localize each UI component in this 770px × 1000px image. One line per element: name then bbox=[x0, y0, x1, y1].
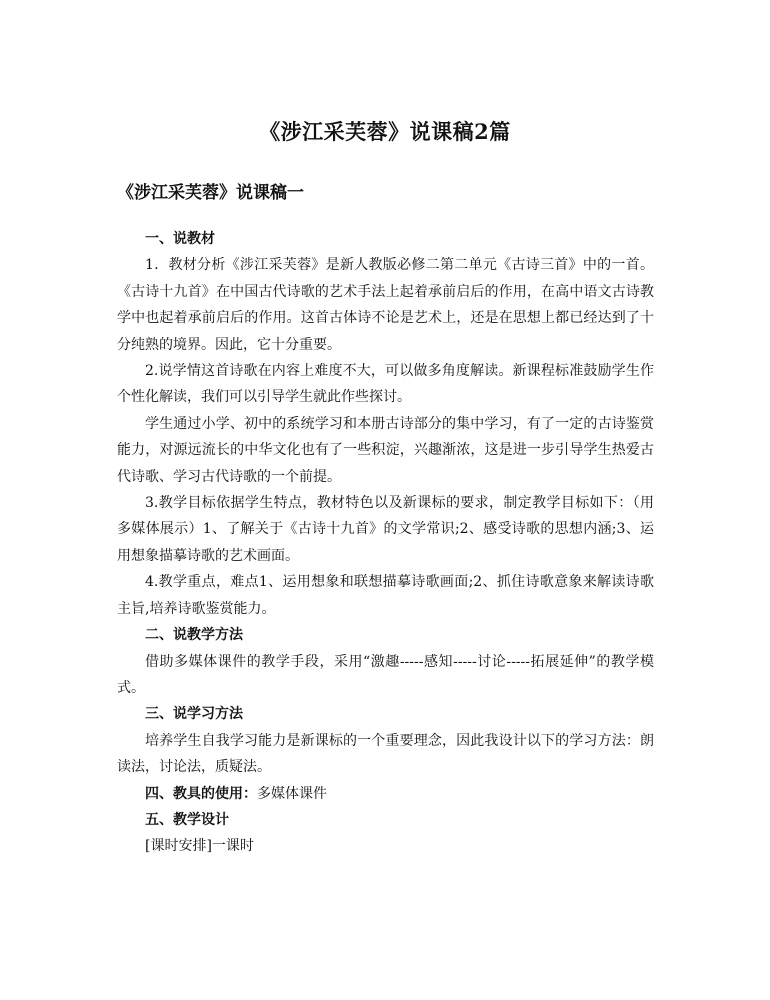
paragraph-text: 五、教学设计 bbox=[145, 811, 229, 828]
paragraph-text: 二、说教学方法 bbox=[145, 627, 243, 644]
section-subtitle: 《涉江采芙蓉》说课稿一 bbox=[117, 183, 304, 203]
section-heading bbox=[117, 781, 654, 807]
paragraph-text: 培养学生自我学习能力是新课标的一个重要理念，因此我设计以下的学习方法：朗读法，讨论法，质疑法。 bbox=[117, 732, 654, 776]
paragraph-tail: 多媒体课件 bbox=[257, 785, 327, 802]
document-title: 《涉江采芙蓉》说课稿2篇 bbox=[259, 119, 511, 144]
section-heading bbox=[117, 226, 654, 252]
document-body bbox=[117, 226, 654, 860]
paragraph-text: 1．教材分析《涉江采芙蓉》是新人教版必修二第二单元《古诗三首》中的一首。《古诗十九首》在中国古代诗歌的艺术手法上起着承前启后的作用，在高中语文古诗教学中也起着承前启后的作用。这首古体诗不论是艺术上，还是在思想上都已经达到了十分纯熟的境界。因此，它十分重要。 bbox=[117, 257, 654, 353]
paragraph bbox=[117, 252, 654, 358]
section-heading bbox=[117, 807, 654, 833]
paragraph bbox=[117, 728, 654, 781]
paragraph bbox=[117, 490, 654, 569]
section-heading bbox=[117, 622, 654, 648]
paragraph-text: 借助多媒体课件的教学手段，采用“激趣-----感知-----讨论-----拓展延伸”的教学模式。 bbox=[117, 653, 654, 696]
paragraph-text: 三、说学习方法 bbox=[145, 706, 243, 723]
paragraph-text: 学生通过小学、初中的系统学习和本册古诗部分的集中学习，有了一定的古诗鉴赏能力，对源远流长的中华文化也有了一些积淀，兴趣渐浓，这是进一步引导学生热爱古代诗歌、学习古代诗歌的一个前提。 bbox=[117, 415, 654, 485]
paragraph bbox=[117, 569, 654, 622]
paragraph bbox=[117, 358, 654, 411]
paragraph bbox=[117, 833, 654, 859]
section-heading bbox=[117, 701, 654, 727]
paragraph-text: 2.说学情这首诗歌在内容上难度不大，可以做多角度解读。新课程标准鼓励学生作个性化解读，我们可以引导学生就此作些探讨。 bbox=[117, 363, 654, 406]
paragraph-text: 4.教学重点，难点1、运用想象和联想描摹诗歌画面;2、抓住诗歌意象来解读诗歌主旨,培养诗歌鉴赏能力。 bbox=[117, 574, 654, 617]
paragraph-text: 3.教学目标依据学生特点，教材特色以及新课标的要求，制定教学目标如下：（用多媒体展示）1、了解关于《古诗十九首》的文学常识;2、感受诗歌的思想内涵;3、运用想象描摹诗歌的艺术画面。 bbox=[117, 495, 654, 564]
paragraph-text: [课时安排]一课时 bbox=[145, 838, 254, 855]
paragraph-text: 四、教具的使用： bbox=[145, 785, 257, 802]
paragraph-text: 一、说教材 bbox=[145, 231, 215, 247]
paragraph bbox=[117, 411, 654, 490]
paragraph bbox=[117, 649, 654, 702]
